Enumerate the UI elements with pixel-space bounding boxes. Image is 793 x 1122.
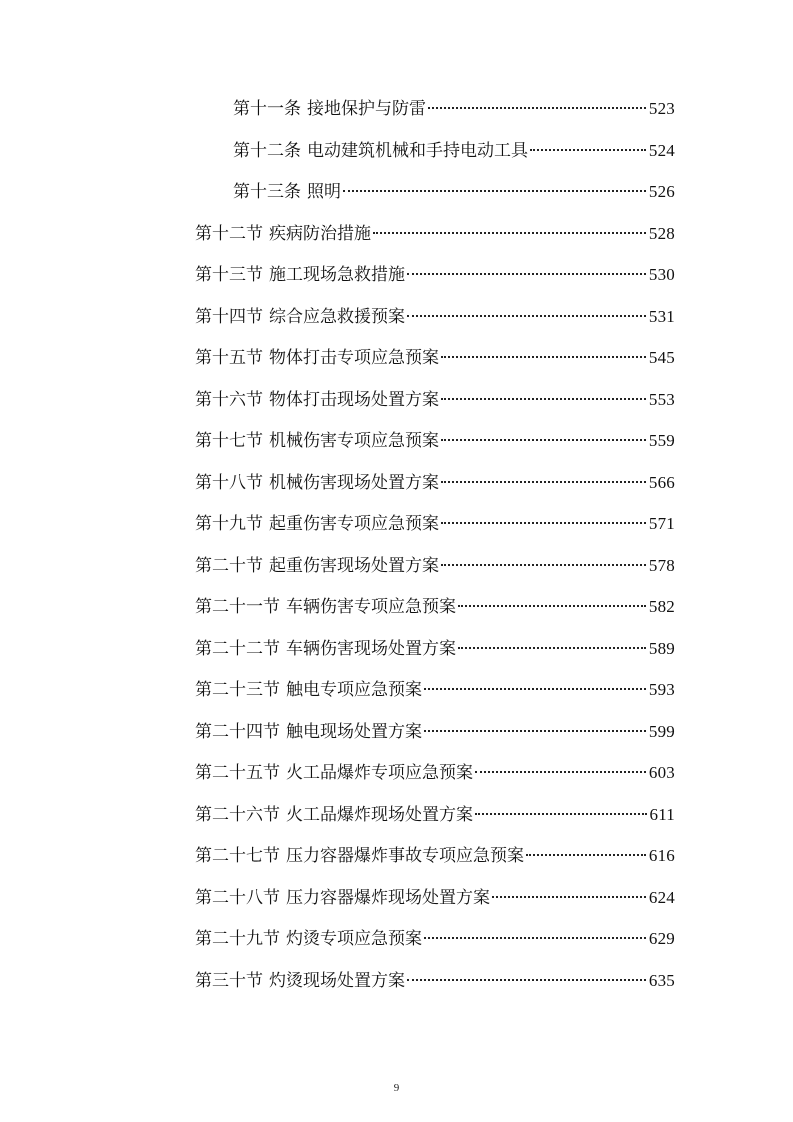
- entry-title: 火工品爆炸现场处置方案: [286, 804, 473, 825]
- toc-entry[interactable]: [195, 387, 675, 429]
- entry-title: 照明: [307, 182, 341, 202]
- dot-leader: [475, 771, 646, 773]
- entry-page-number: 531: [648, 306, 675, 326]
- entry-number: 第十八节: [195, 472, 263, 493]
- entry-title: 灼烫专项应急预案: [286, 929, 422, 949]
- dot-leader: [526, 854, 646, 856]
- dot-leader: [441, 481, 646, 483]
- entry-page-number: 624: [648, 887, 675, 907]
- toc-entry[interactable]: [195, 511, 675, 553]
- entry-page-number: 553: [648, 389, 675, 409]
- entry-number: 第十四节: [195, 306, 263, 327]
- dot-leader: [424, 937, 646, 939]
- dot-leader: [441, 398, 646, 400]
- entry-page-number: 582: [648, 597, 675, 616]
- entry-number: 第二十六节: [195, 804, 280, 825]
- entry-number: 第二十四节: [195, 721, 280, 742]
- entry-title: 起重伤害专项应急预案: [269, 514, 439, 534]
- dot-leader: [530, 149, 646, 151]
- entry-title: 触电现场处置方案: [286, 721, 422, 742]
- dot-leader: [475, 813, 647, 815]
- entry-number: 第二十七节: [195, 846, 280, 866]
- entry-title: 电动建筑机械和手持电动工具: [307, 140, 528, 161]
- entry-page-number: 578: [648, 555, 675, 575]
- entry-number: 第二十节: [195, 555, 263, 576]
- table-of-contents: [195, 96, 675, 1009]
- entry-page-number: 635: [648, 970, 675, 990]
- entry-title: 接地保护与防雷: [307, 99, 426, 119]
- entry-page-number: 611: [649, 804, 675, 824]
- toc-entry[interactable]: [195, 885, 675, 927]
- entry-title: 物体打击现场处置方案: [269, 389, 439, 410]
- entry-title: 疾病防治措施: [269, 223, 371, 244]
- entry-page-number: 545: [648, 348, 675, 367]
- toc-entry[interactable]: [195, 719, 675, 761]
- entry-title: 压力容器爆炸事故专项应急预案: [286, 846, 524, 866]
- toc-entry[interactable]: [195, 304, 675, 346]
- dot-leader: [458, 605, 646, 607]
- entry-page-number: 528: [648, 223, 675, 243]
- dot-leader: [407, 273, 646, 275]
- entry-number: 第二十八节: [195, 887, 280, 908]
- toc-entry[interactable]: [195, 345, 675, 387]
- dot-leader: [428, 107, 646, 109]
- toc-entry[interactable]: [195, 968, 675, 1010]
- entry-number: 第十五节: [195, 348, 263, 368]
- toc-entry[interactable]: [195, 677, 675, 719]
- entry-number: 第十九节: [195, 514, 263, 534]
- entry-number: 第十二条: [233, 140, 301, 161]
- entry-number: 第十二节: [195, 223, 263, 244]
- entry-page-number: 524: [648, 140, 675, 160]
- toc-entry[interactable]: [195, 179, 675, 221]
- entry-page-number: 526: [648, 182, 675, 201]
- entry-page-number: 559: [648, 431, 675, 450]
- entry-title: 综合应急救援预案: [269, 306, 405, 327]
- dot-leader: [458, 647, 646, 649]
- toc-entry[interactable]: [195, 96, 675, 138]
- dot-leader: [441, 439, 646, 441]
- entry-number: 第二十二节: [195, 638, 280, 659]
- entry-number: 第二十五节: [195, 763, 280, 783]
- entry-title: 机械伤害现场处置方案: [269, 472, 439, 493]
- entry-number: 第十三节: [195, 265, 263, 285]
- entry-title: 触电专项应急预案: [286, 680, 422, 700]
- entry-title: 物体打击专项应急预案: [269, 348, 439, 368]
- entry-page-number: 530: [648, 265, 675, 284]
- toc-entry[interactable]: [195, 843, 675, 885]
- footer-page-number: 9: [393, 1082, 400, 1094]
- toc-entry[interactable]: [195, 636, 675, 678]
- entry-title: 车辆伤害专项应急预案: [286, 597, 456, 617]
- toc-entry[interactable]: [195, 553, 675, 595]
- entry-title: 机械伤害专项应急预案: [269, 431, 439, 451]
- entry-number: 第二十一节: [195, 597, 280, 617]
- entry-page-number: 629: [648, 929, 675, 948]
- entry-number: 第十六节: [195, 389, 263, 410]
- toc-entry[interactable]: [195, 428, 675, 470]
- toc-entry[interactable]: [195, 221, 675, 263]
- dot-leader: [441, 522, 646, 524]
- entry-number: 第十三条: [233, 182, 301, 202]
- entry-title: 车辆伤害现场处置方案: [286, 638, 456, 659]
- entry-page-number: 566: [648, 472, 675, 492]
- entry-title: 火工品爆炸专项应急预案: [286, 763, 473, 783]
- entry-number: 第十一条: [233, 99, 301, 119]
- toc-entry[interactable]: [195, 594, 675, 636]
- entry-page-number: 616: [648, 846, 675, 865]
- toc-entry[interactable]: [195, 262, 675, 304]
- dot-leader: [441, 356, 646, 358]
- entry-page-number: 603: [648, 763, 675, 782]
- entry-title: 起重伤害现场处置方案: [269, 555, 439, 576]
- dot-leader: [441, 564, 646, 566]
- dot-leader: [373, 232, 646, 234]
- entry-number: 第三十节: [195, 970, 263, 991]
- entry-title: 灼烫现场处置方案: [269, 970, 405, 991]
- entry-title: 施工现场急救措施: [269, 265, 405, 285]
- toc-entry[interactable]: [195, 802, 675, 844]
- entry-page-number: 523: [648, 99, 675, 118]
- dot-leader: [492, 896, 646, 898]
- entry-title: 压力容器爆炸现场处置方案: [286, 887, 490, 908]
- entry-page-number: 589: [648, 638, 675, 658]
- dot-leader: [407, 979, 646, 981]
- entry-page-number: 593: [648, 680, 675, 699]
- entry-number: 第十七节: [195, 431, 263, 451]
- dot-leader: [424, 730, 646, 732]
- entry-number: 第二十三节: [195, 680, 280, 700]
- toc-entry[interactable]: [195, 138, 675, 180]
- toc-entry[interactable]: [195, 926, 675, 968]
- entry-number: 第二十九节: [195, 929, 280, 949]
- entry-page-number: 571: [648, 514, 675, 533]
- dot-leader: [424, 688, 646, 690]
- dot-leader: [407, 315, 646, 317]
- entry-page-number: 599: [648, 721, 675, 741]
- toc-entry[interactable]: [195, 470, 675, 512]
- toc-entry[interactable]: [195, 760, 675, 802]
- dot-leader: [343, 190, 646, 192]
